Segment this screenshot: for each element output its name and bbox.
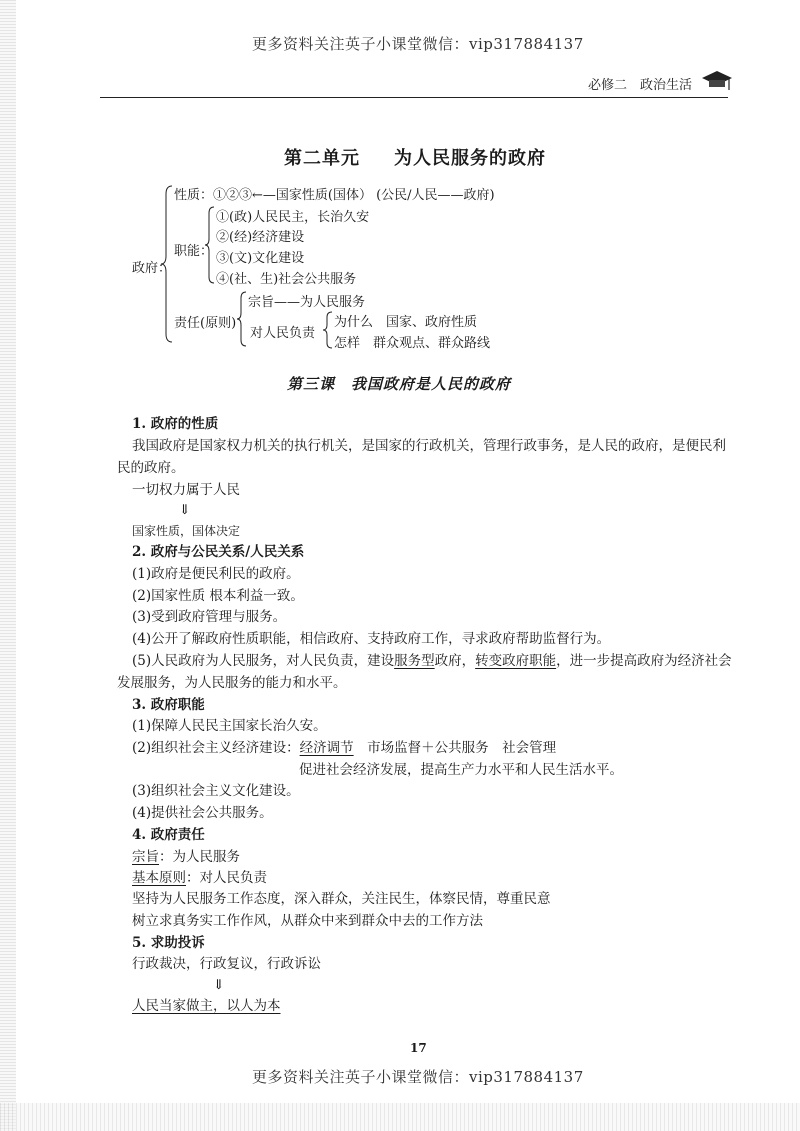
section-2-item-5-underline-2: 转变政府职能 [475, 653, 557, 669]
section-4-purpose-text: ：为人民服务 [159, 849, 240, 865]
section-2-item-5-a: (5)人民政府为人民服务，对人民负责，建设 [132, 653, 395, 669]
section-4-principle-text: ：对人民负责 [186, 870, 267, 886]
outline-duty-label: 责任(原则) [174, 316, 237, 331]
section-2-item-1: (1)政府是便民利民的政府。 [132, 566, 300, 582]
section-3-heading: 3. 政府职能 [132, 697, 205, 713]
unit-name: 为人民服务的政府 [394, 148, 546, 169]
section-2-item-3: (3)受到政府管理与服务。 [132, 609, 287, 625]
section-3-item-2-cont: 促进社会经济发展，提高生产力水平和人民生活水平。 [299, 762, 623, 778]
outline-responsible: 对人民负责 [250, 326, 316, 341]
section-2-item-5-b: 政府， [434, 653, 476, 669]
section-1-flow-bottom: 国家性质，国体决定 [132, 524, 241, 538]
section-4-principle [132, 868, 267, 888]
section-3-item-2-b: 市场监督＋公共服务 社会管理 [353, 740, 557, 756]
outline-brace-duty [236, 290, 248, 348]
scan-edge-left [0, 0, 16, 1131]
outline-functions-label: 职能： [174, 244, 214, 259]
outline-nature: 性质：①②③←—国家性质(国体） (公民/人民——政府) [174, 188, 495, 203]
section-3-item-2-underline: 经济调节 [299, 740, 354, 756]
section-4-line-3: 坚持为人民服务工作态度，深入群众，关注民生，体察民情，尊重民意 [132, 891, 551, 907]
outline-brace-main [160, 184, 174, 344]
section-2-item-5-cont: 发展服务，为人民服务的能力和水平。 [117, 675, 347, 691]
header-rule [100, 97, 728, 98]
section-3-item-4: (4)提供社会公共服务。 [132, 805, 273, 821]
lesson-title: 第三课 我国政府是人民的政府 [287, 375, 512, 393]
outline-function-2: ②(经)经济建设 [216, 230, 305, 245]
section-1-paragraph: 我国政府是国家权力机关的执行机关，是国家的行政机关，管理行政事务，是人民的政府，是便民利 [132, 438, 726, 454]
watermark-top: 更多资料关注英子小课堂微信：vip317884137 [252, 35, 584, 53]
section-5-line-1: 行政裁决，行政复议，行政诉讼 [132, 956, 321, 972]
section-2-item-5-c: ，进一步提高政府为经济社会 [556, 653, 732, 669]
outline-how: 怎样 群众观点、群众路线 [334, 336, 491, 351]
section-1-flow-top: 一切权力属于人民 [132, 482, 240, 498]
section-2-item-2: (2)国家性质 根本利益一致。 [132, 588, 304, 604]
watermark-bottom: 更多资料关注英子小课堂微信：vip317884137 [252, 1068, 584, 1086]
outline-purpose: 宗旨——为人民服务 [248, 295, 366, 310]
header-book: 必修二 [588, 78, 628, 93]
section-4-line-4: 树立求真务实工作作风，从群众中来到群众中去的工作方法 [132, 913, 483, 929]
section-3-item-2 [132, 738, 556, 758]
section-3-item-3: (3)组织社会主义文化建设。 [132, 783, 300, 799]
section-5-heading: 5. 求助投诉 [132, 935, 205, 951]
outline-function-3: ③(文)文化建设 [216, 251, 305, 266]
section-4-principle-underline: 基本原则 [132, 870, 186, 886]
header-subject: 政治生活 [640, 78, 693, 93]
section-3-item-1: (1)保障人民民主国家长治久安。 [132, 718, 327, 734]
section-1-heading: 1. 政府的性质 [132, 416, 219, 432]
section-4-purpose-underline: 宗旨 [132, 849, 159, 865]
scan-edge-bottom [0, 1103, 800, 1131]
outline-function-1: ①(政)人民民主，长治久安 [216, 210, 370, 225]
section-4-heading: 4. 政府责任 [132, 827, 205, 843]
section-4-purpose [132, 847, 240, 867]
section-3-item-2-a: (2)组织社会主义经济建设： [132, 740, 300, 756]
down-arrow-icon: ⇓ [179, 502, 191, 518]
outline-brace-responsible [322, 310, 334, 350]
page-number: 17 [410, 1041, 427, 1055]
section-2-item-5-underline-1: 服务型 [394, 653, 435, 669]
section-2-item-4: (4)公开了解政府性质职能，相信政府、支持政府工作，寻求政府帮助监督行为。 [132, 631, 611, 647]
section-1-paragraph-cont: 民的政府。 [117, 460, 185, 476]
outline-why: 为什么 国家、政府性质 [334, 315, 478, 330]
unit-number: 第二单元 [284, 148, 360, 169]
graduation-cap-icon [700, 66, 734, 94]
outline-function-4: ④(社、生)社会公共服务 [216, 272, 357, 287]
outline-root: 政府： [132, 261, 172, 276]
down-arrow-icon-2: ⇓ [213, 977, 225, 993]
section-2-heading: 2. 政府与公民关系/人民关系 [132, 544, 305, 560]
outline-brace-functions [204, 205, 216, 285]
section-5-line-2: 人民当家做主，以人为本 [132, 998, 281, 1014]
section-2-item-5 [132, 651, 732, 671]
